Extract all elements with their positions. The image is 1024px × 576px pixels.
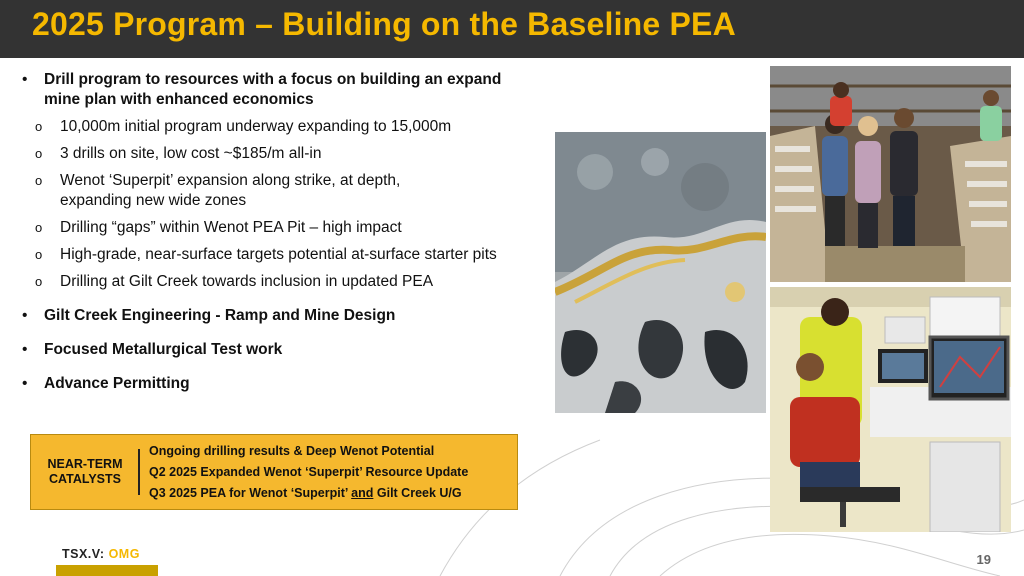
bullet-text: Advance Permitting [44, 375, 190, 392]
slide-title: 2025 Program – Building on the Baseline PEA [32, 6, 736, 42]
gold-ore-closeup-photo [555, 132, 766, 413]
sub-bullet [18, 117, 538, 137]
sub-bullet [18, 144, 538, 164]
sub-bullet-icon: o [35, 173, 43, 188]
sub-bullet-text: High-grade, near-surface targets potential at-surface starter pits [60, 246, 497, 263]
bullet-item [18, 374, 538, 394]
sub-bullet-icon: o [35, 119, 43, 134]
ticker-symbol [62, 547, 140, 561]
bullet-icon: • [22, 307, 28, 324]
catalyst-item-and: and [351, 486, 374, 500]
ticker-bar [56, 565, 158, 576]
sub-bullet-text: 10,000m initial program underway expanding to 15,000m [60, 118, 452, 135]
sub-bullet [18, 218, 538, 238]
catalyst-item: Ongoing drilling results & Deep Wenot Potential [149, 444, 435, 458]
catalysts-label: NEAR-TERM CATALYSTS [47, 457, 123, 486]
sub-bullet-text: Wenot ‘Superpit’ expansion along strike, at depth, expanding new wide zones [60, 172, 401, 209]
catalyst-item: Q2 2025 Expanded Wenot ‘Superpit’ Resource Update [149, 465, 469, 479]
ticker-code: OMG [108, 547, 140, 561]
bullet-icon: • [22, 341, 28, 358]
sub-bullet-icon: o [35, 146, 43, 161]
ticker-prefix: TSX.V: [62, 547, 105, 561]
catalysts-list [149, 441, 468, 504]
sub-bullet-text: Drilling “gaps” within Wenot PEA Pit – high impact [60, 219, 402, 236]
catalyst-item [149, 483, 468, 504]
bullet-icon: • [22, 375, 28, 392]
core-shed-team-photo [770, 66, 1011, 282]
bullet-text: Gilt Creek Engineering - Ramp and Mine Design [44, 307, 396, 324]
bullet-text: Focused Metallurgical Test work [44, 341, 283, 358]
catalyst-item-prefix: Q3 2025 PEA for Wenot ‘Superpit’ [149, 486, 348, 500]
page-number: 19 [976, 552, 991, 567]
bullet-list [18, 70, 538, 394]
bullet-icon: • [22, 71, 28, 88]
sub-bullet [18, 245, 500, 265]
catalyst-item-suffix: Gilt Creek U/G [376, 486, 462, 500]
sub-bullet-text: Drilling at Gilt Creek towards inclusion in updated PEA [60, 273, 434, 290]
main-bullet-text: Drill program to resources with a focus on building an expand mine plan with enhanced economics [44, 71, 502, 108]
sub-bullet [18, 171, 460, 211]
catalysts-divider [138, 449, 140, 495]
bullet-item [18, 306, 538, 326]
title-bar [0, 0, 1024, 58]
bullet-item [18, 340, 538, 360]
geologists-office-photo [770, 287, 1011, 532]
sub-bullet-text: 3 drills on site, low cost ~$185/m all-in [60, 145, 322, 162]
sub-bullet-icon: o [35, 274, 43, 289]
sub-bullet-icon: o [35, 220, 43, 235]
sub-bullet [18, 272, 538, 292]
near-term-catalysts-box [30, 434, 518, 510]
sub-bullet-icon: o [35, 247, 43, 262]
main-bullet [18, 70, 538, 110]
